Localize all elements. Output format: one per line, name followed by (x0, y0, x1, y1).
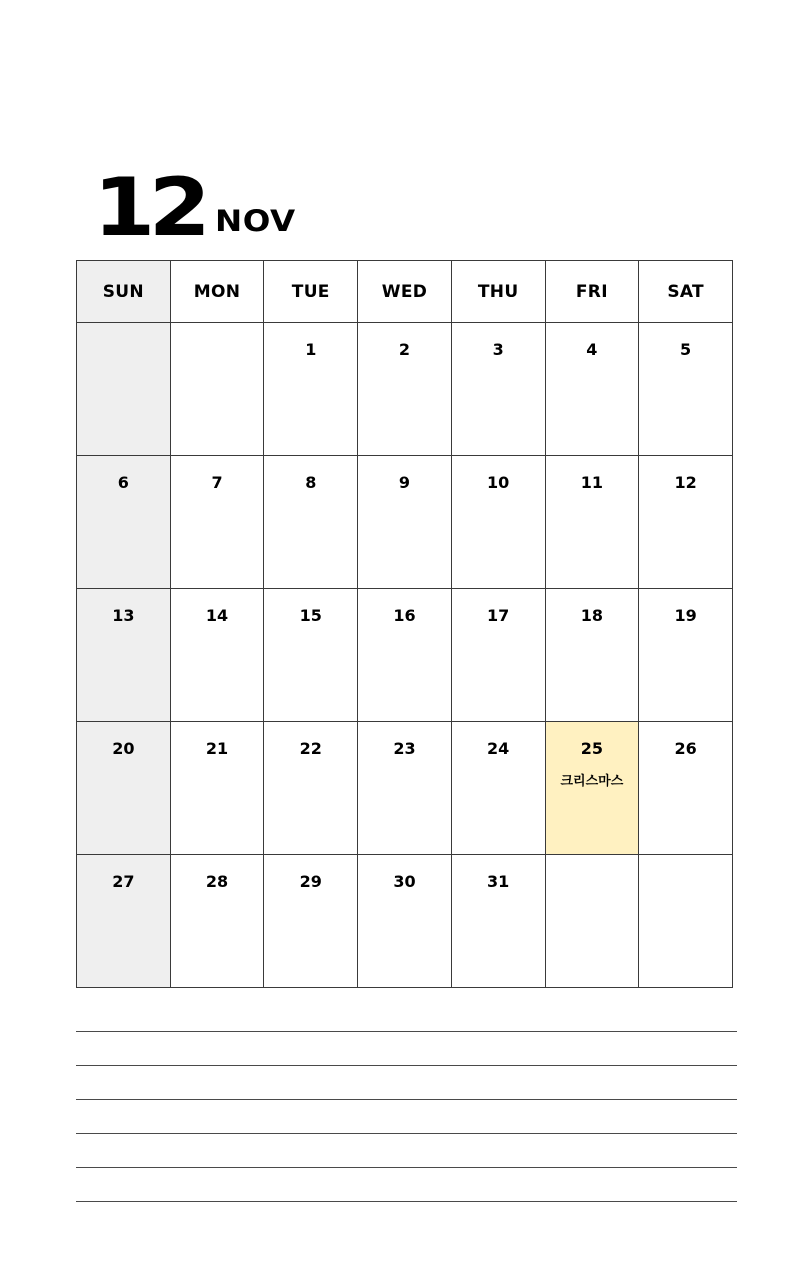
calendar-day-cell[interactable] (170, 456, 264, 589)
calendar-week-row (77, 589, 733, 722)
calendar-day-cell[interactable] (170, 589, 264, 722)
calendar-day-cell[interactable] (170, 722, 264, 855)
calendar-day-cell[interactable] (545, 855, 639, 988)
note-line[interactable] (76, 1133, 737, 1134)
day-number: 13 (112, 606, 135, 625)
day-number: 20 (112, 739, 135, 758)
day-number: 5 (680, 340, 692, 359)
day-number: 1 (305, 340, 317, 359)
note-line[interactable] (76, 1167, 737, 1168)
day-number: 19 (674, 606, 697, 625)
calendar-day-cell[interactable] (77, 456, 171, 589)
calendar-week-row (77, 855, 733, 988)
calendar-day-cell[interactable] (451, 323, 545, 456)
calendar-day-cell[interactable] (264, 855, 358, 988)
calendar-day-cell[interactable] (545, 589, 639, 722)
calendar-day-cell[interactable] (77, 722, 171, 855)
day-number: 8 (305, 473, 317, 492)
calendar-day-cell[interactable] (264, 589, 358, 722)
note-line[interactable] (76, 1099, 737, 1100)
calendar-day-cell[interactable] (639, 456, 733, 589)
day-number: 18 (580, 606, 603, 625)
day-number: 14 (205, 606, 229, 625)
day-number: 15 (299, 606, 322, 625)
calendar-grid (76, 260, 733, 988)
note-line[interactable] (76, 1031, 737, 1032)
day-number: 22 (299, 739, 322, 758)
calendar-day-cell[interactable] (451, 722, 545, 855)
day-number: 21 (205, 739, 229, 758)
notes-area (76, 1031, 737, 1235)
day-number: 12 (674, 473, 697, 492)
day-number: 7 (211, 473, 223, 492)
calendar-day-cell[interactable] (170, 855, 264, 988)
calendar-day-cell[interactable] (639, 589, 733, 722)
calendar-day-cell[interactable] (170, 323, 264, 456)
month-name: NOV (215, 204, 296, 238)
day-number: 27 (112, 872, 135, 891)
day-number: 6 (117, 473, 129, 492)
day-number: 9 (398, 473, 411, 492)
weekday-header-row (77, 261, 733, 323)
calendar-day-cell[interactable] (639, 323, 733, 456)
calendar-day-cell[interactable] (451, 456, 545, 589)
note-line[interactable] (76, 1065, 737, 1066)
weekday-thu: THU (451, 261, 545, 323)
calendar-body (77, 323, 733, 988)
day-number: 16 (393, 606, 416, 625)
calendar-week-row (77, 722, 733, 855)
day-number: 30 (393, 872, 416, 891)
calendar-day-cell[interactable] (264, 323, 358, 456)
day-number: 3 (492, 340, 504, 359)
calendar-day-cell[interactable] (545, 722, 639, 855)
calendar-day-cell[interactable] (264, 456, 358, 589)
calendar-day-cell[interactable] (358, 589, 452, 722)
day-number: 23 (393, 739, 416, 758)
day-number: 29 (299, 872, 322, 891)
day-number: 31 (487, 872, 510, 891)
calendar-week-row (77, 323, 733, 456)
day-number: 4 (586, 340, 598, 359)
calendar-day-cell[interactable] (451, 855, 545, 988)
day-number: 25 (580, 739, 603, 758)
calendar-day-cell[interactable] (545, 323, 639, 456)
month-number: 12 (93, 161, 205, 254)
day-number: 26 (674, 739, 697, 758)
weekday-fri: FRI (545, 261, 639, 323)
weekday-wed: WED (358, 261, 452, 323)
event-label: 크리스마스 (560, 774, 624, 789)
calendar-day-cell[interactable] (358, 456, 452, 589)
calendar-day-cell[interactable] (77, 855, 171, 988)
calendar-day-cell[interactable] (358, 855, 452, 988)
calendar-day-cell[interactable] (77, 323, 171, 456)
calendar-day-cell[interactable] (545, 456, 639, 589)
weekday-sat: SAT (639, 261, 733, 323)
day-number: 2 (398, 340, 411, 359)
weekday-tue: TUE (264, 261, 358, 323)
weekday-mon: MON (170, 261, 264, 323)
note-line[interactable] (76, 1201, 737, 1202)
day-number: 10 (487, 473, 510, 492)
calendar-day-cell[interactable] (358, 722, 452, 855)
calendar-day-cell[interactable] (639, 722, 733, 855)
day-number: 11 (580, 473, 603, 492)
calendar-day-cell[interactable] (77, 589, 171, 722)
calendar-day-cell[interactable] (639, 855, 733, 988)
calendar-day-cell[interactable] (264, 722, 358, 855)
weekday-sun: SUN (77, 261, 171, 323)
calendar-week-row (77, 456, 733, 589)
day-number: 24 (487, 739, 510, 758)
calendar-day-cell[interactable] (358, 323, 452, 456)
calendar-day-cell[interactable] (451, 589, 545, 722)
day-number: 17 (487, 606, 510, 625)
day-number: 28 (205, 872, 229, 891)
